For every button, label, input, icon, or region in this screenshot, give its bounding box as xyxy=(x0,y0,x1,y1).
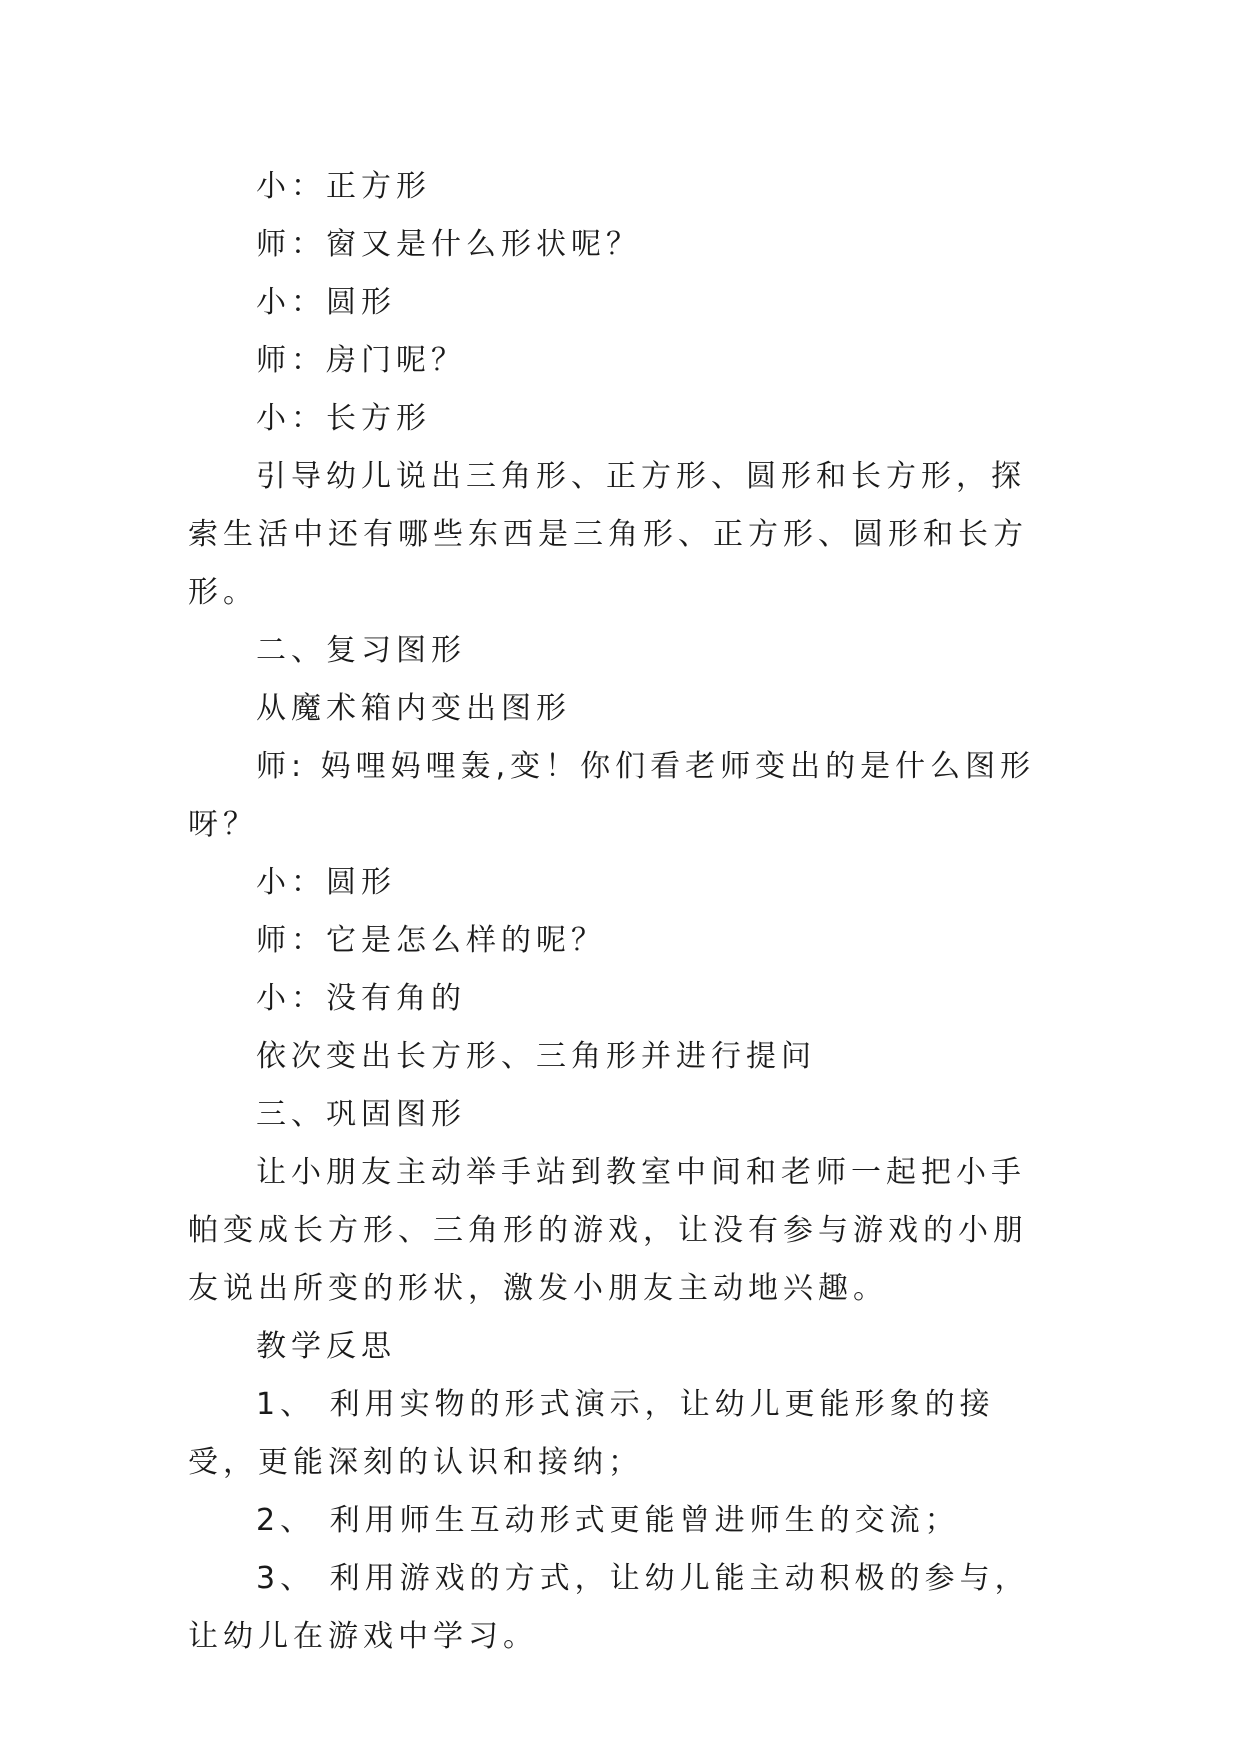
reflection-item: 2、 利用师生互动形式更能曾进师生的交流； xyxy=(256,1503,960,1538)
dialogue-line: 师: 妈哩妈哩轰,变！你们看老师变出的是什么图形呀？ xyxy=(188,749,1036,842)
body-paragraph: 依次变出长方形、三角形并进行提问 xyxy=(256,1039,816,1074)
section-heading: 三、巩固图形 xyxy=(256,1097,466,1132)
dialogue-line: 师：房门呢？ xyxy=(256,343,466,378)
body-paragraph: 让小朋友主动举手站到教室中间和老师一起把小手帕变成长方形、三角形的游戏，让没有参与游戏的小朋友说出所变的形状，激发小朋友主动地兴趣。 xyxy=(188,1155,1028,1306)
dialogue-line: 小：圆形 xyxy=(256,865,396,900)
dialogue-line: 小：没有角的 xyxy=(256,981,466,1016)
body-paragraph: 引导幼儿说出三角形、正方形、圆形和长方形，探索生活中还有哪些东西是三角形、正方形、圆形和长方形。 xyxy=(188,459,1028,610)
section-heading: 教学反思 xyxy=(256,1329,396,1364)
dialogue-line: 师：窗又是什么形状呢？ xyxy=(256,227,641,262)
dialogue-line: 小：长方形 xyxy=(256,401,431,436)
dialogue-line: 小：圆形 xyxy=(256,285,396,320)
reflection-item: 3、 利用游戏的方式，让幼儿能主动积极的参与，让幼儿在游戏中学习。 xyxy=(188,1561,1030,1654)
dialogue-line: 师：它是怎么样的呢？ xyxy=(256,923,606,958)
section-heading: 二、复习图形 xyxy=(256,633,466,668)
dialogue-line: 小：正方形 xyxy=(256,169,431,204)
reflection-item: 1、 利用实物的形式演示，让幼儿更能形象的接受，更能深刻的认识和接纳； xyxy=(188,1387,995,1480)
document-body xyxy=(188,158,1054,1666)
body-paragraph: 从魔术箱内变出图形 xyxy=(256,691,571,726)
